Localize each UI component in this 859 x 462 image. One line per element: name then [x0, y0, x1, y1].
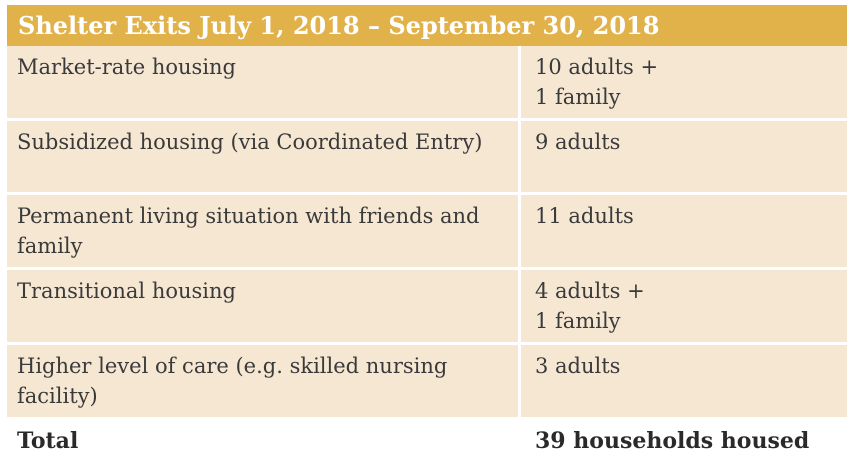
- total-value: 39 households housed: [521, 420, 847, 462]
- row-value-line: 9 adults: [535, 130, 621, 154]
- total-label: Total: [7, 420, 521, 462]
- row-label: Higher level of care (e.g. skilled nursing facility): [7, 345, 521, 420]
- row-label: Subsidized housing (via Coordinated Entry): [7, 121, 521, 195]
- table-row: [7, 345, 847, 420]
- table-row: [7, 270, 847, 345]
- row-value: [521, 270, 847, 345]
- row-value-line: 11 adults: [535, 204, 634, 228]
- table-row: [7, 121, 847, 195]
- row-value-line: 1 family: [535, 309, 621, 333]
- row-value: [521, 345, 847, 420]
- row-value-line: 1 family: [535, 85, 621, 109]
- total-row: [7, 420, 847, 462]
- row-value: [521, 121, 847, 195]
- shelter-exits-table: [7, 46, 847, 462]
- row-value: [521, 46, 847, 121]
- row-value-line: 4 adults +: [535, 279, 645, 303]
- shelter-exits-table-container: [7, 5, 847, 462]
- row-label: Permanent living situation with friends and family: [7, 195, 521, 270]
- row-label: Transitional housing: [7, 270, 521, 345]
- row-label: Market-rate housing: [7, 46, 521, 121]
- table-row: [7, 195, 847, 270]
- row-value: [521, 195, 847, 270]
- row-value-line: 3 adults: [535, 354, 621, 378]
- row-value-line: 10 adults +: [535, 55, 659, 79]
- table-title: Shelter Exits July 1, 2018 – September 30, 2018: [7, 5, 847, 46]
- table-row: [7, 46, 847, 121]
